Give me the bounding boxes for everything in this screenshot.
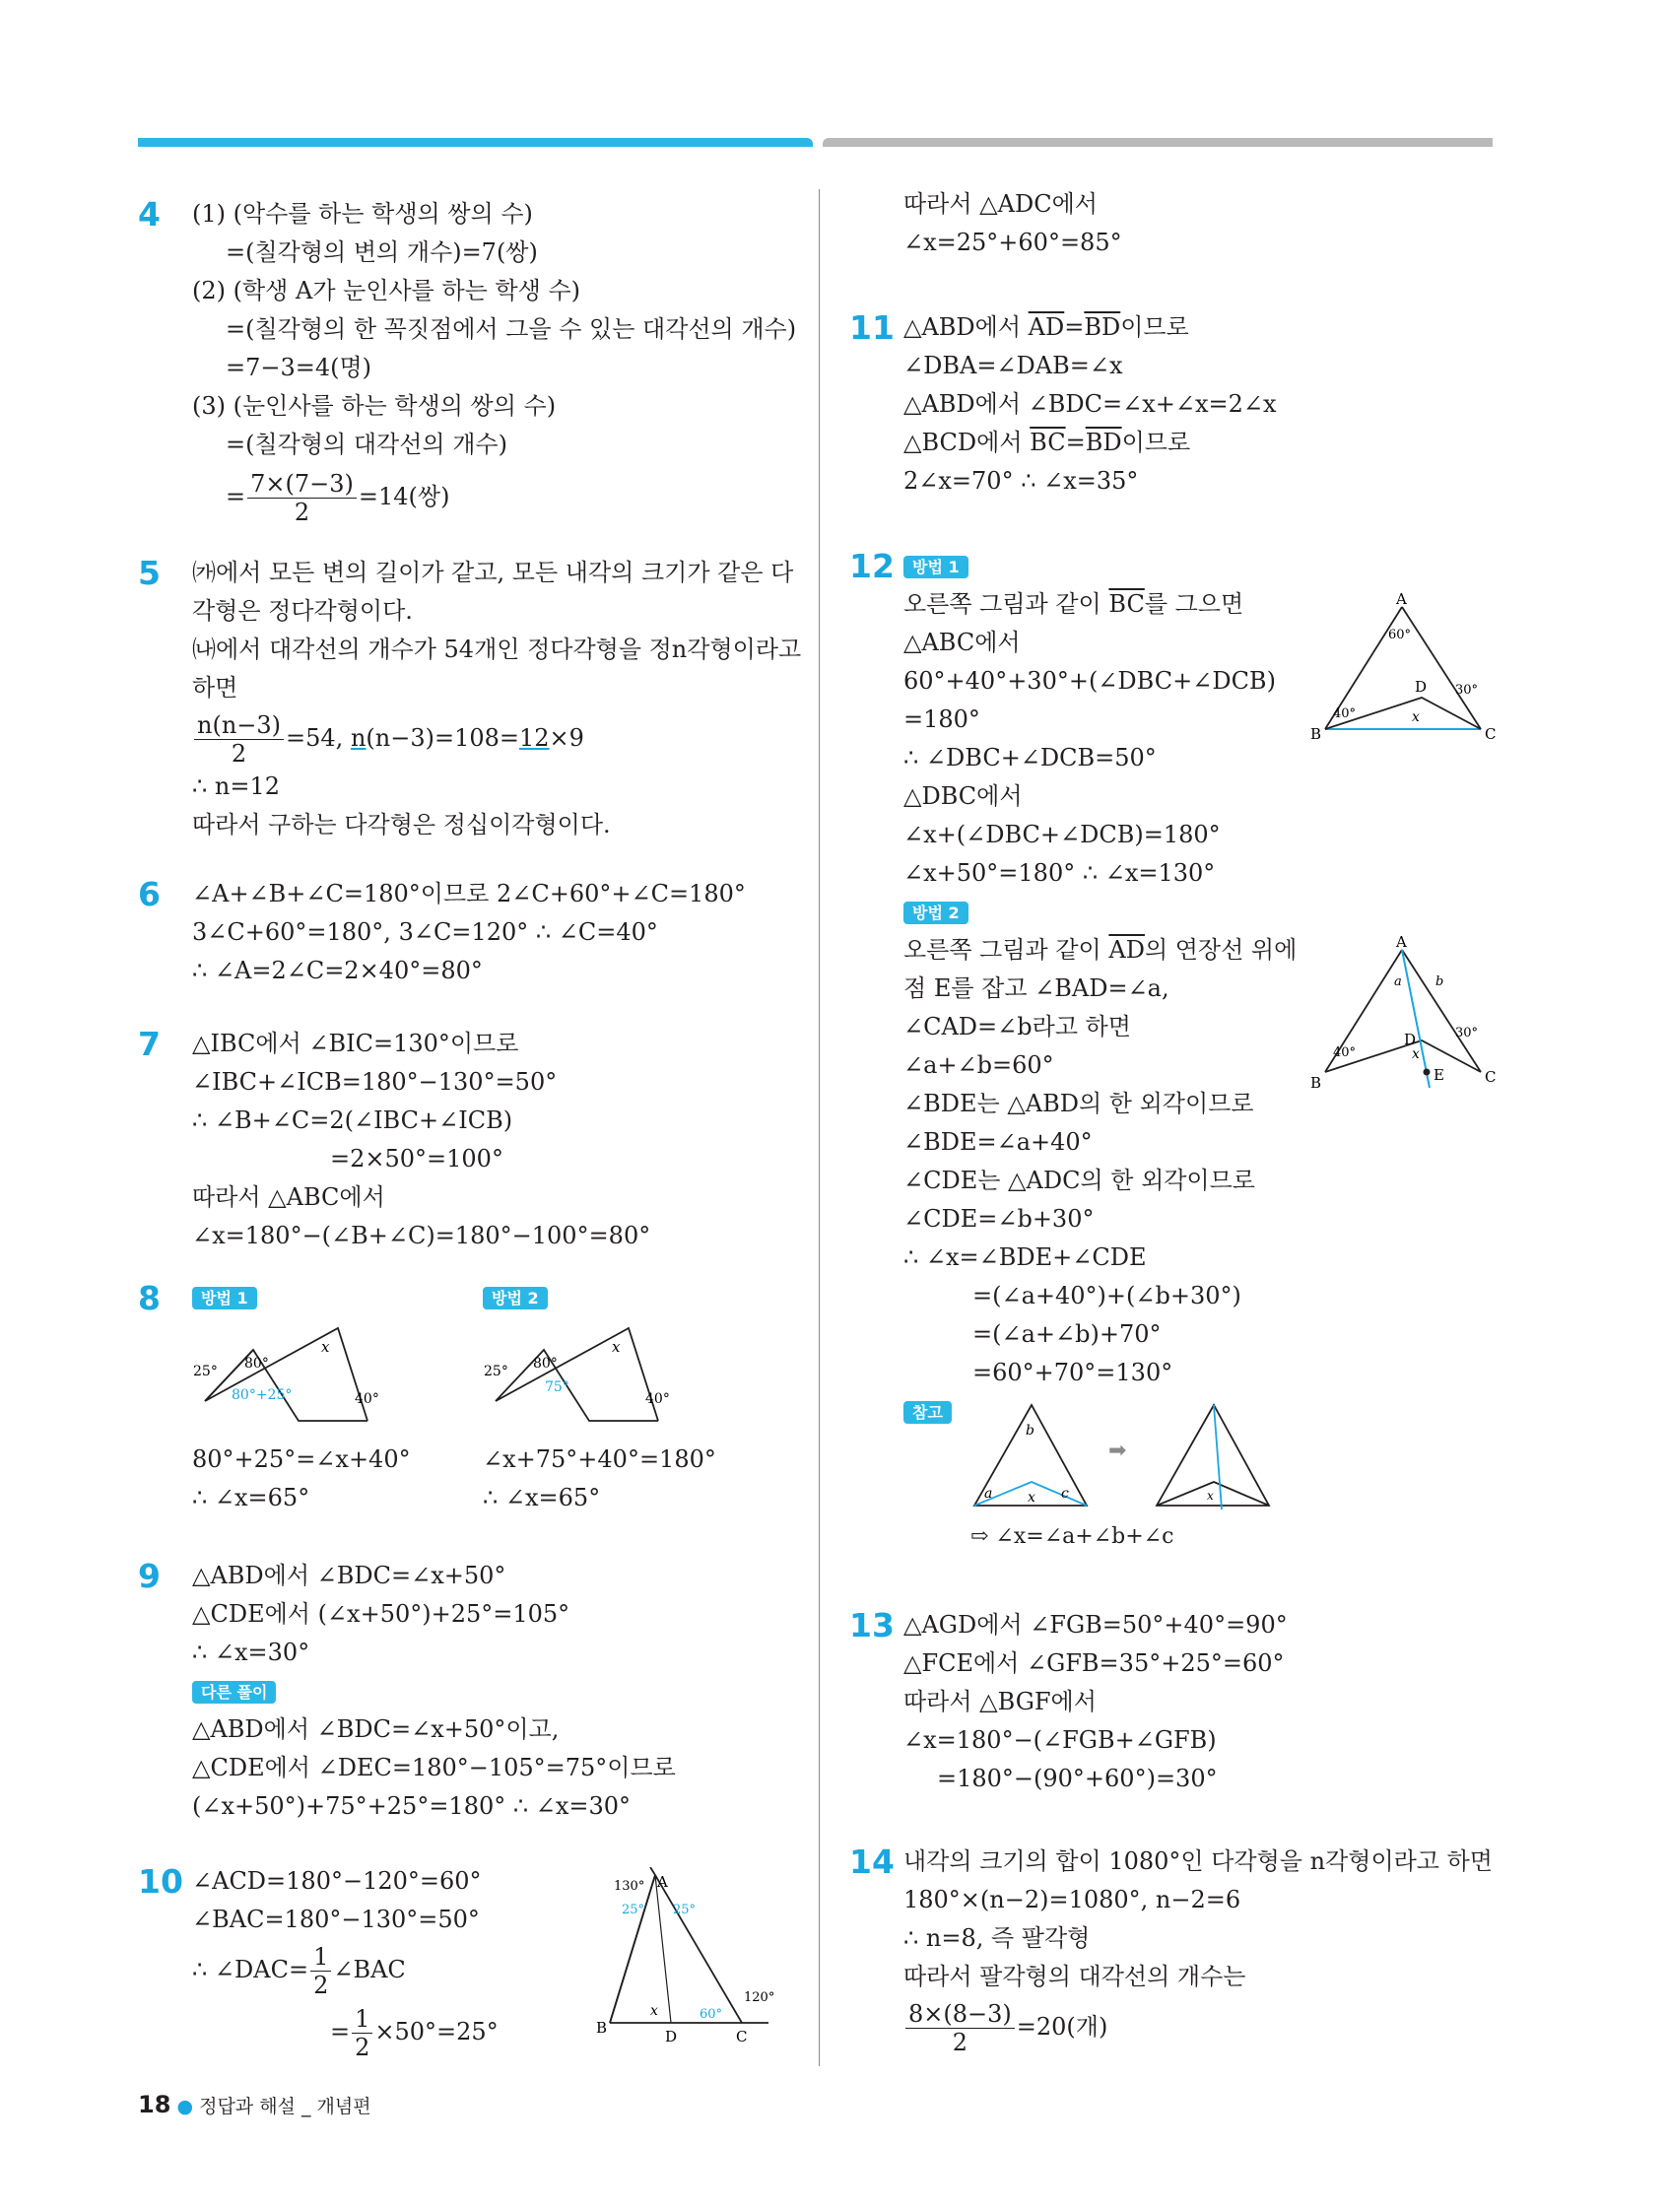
- text-span: =54,: [286, 724, 351, 752]
- text-span: 이므로: [1121, 429, 1191, 456]
- method-2-badge: [903, 893, 1297, 931]
- vertex-label: B: [1310, 1074, 1322, 1092]
- vertex-label: C: [1485, 1068, 1497, 1086]
- problem-13-solution: [903, 1606, 1288, 1798]
- angle-label: 120°: [744, 1990, 775, 2005]
- text-line: 3∠C+60°=180°, 3∠C=120° ∴ ∠C=40°: [192, 918, 658, 946]
- badge-label: 방법 2: [483, 1287, 548, 1309]
- text-line: △IBC에서 ∠BIC=130°이므로: [192, 1030, 519, 1057]
- text-span: 를 그으면: [1144, 590, 1244, 618]
- problem-9-number: 9: [138, 1557, 161, 1595]
- fraction-line: [192, 2005, 499, 2061]
- problem-10-solution: [192, 1862, 499, 2061]
- text-line: ∠x+75°+40°=180°: [483, 1445, 716, 1473]
- text-line: ㈏에서 대각선의 개수가 54개인 정다각형을 정n각형이라고: [192, 636, 802, 663]
- text-span: 의 연장선 위에: [1144, 936, 1298, 964]
- text-line: 180°×(n−2)=1080°, n−2=6: [903, 1886, 1241, 1913]
- angle-label: 75°: [545, 1379, 569, 1395]
- text-line: ∠x=180°−(∠FGB+∠GFB): [903, 1726, 1217, 1754]
- angle-label: a: [984, 1486, 993, 1502]
- text-line: ∠CDE는 △ADC의 한 외각이므로: [903, 1167, 1255, 1194]
- figure-line: [205, 1350, 367, 1421]
- text-line: 따라서 △ADC에서: [903, 190, 1098, 218]
- text-line: 따라서 팔각형의 대각선의 개수는: [903, 1963, 1246, 1990]
- text-line: △AGD에서 ∠FGB=50°+40°=90°: [903, 1611, 1288, 1639]
- reference-figure-1: [970, 1399, 1089, 1512]
- text-line: (3) (눈인사를 하는 학생의 쌍의 수): [192, 392, 557, 420]
- text-line: ∠IBC+∠ICB=180°−130°=50°: [192, 1068, 558, 1096]
- problem-6-number: 6: [138, 875, 161, 913]
- badge-label: 참고: [903, 1401, 952, 1424]
- denominator: 2: [231, 740, 247, 768]
- text-line: △ABD에서 ∠BDC=∠x+∠x=2∠x: [903, 390, 1277, 418]
- problem-8-solution-2: [483, 1441, 716, 1517]
- angle-label: x: [1412, 709, 1420, 725]
- vertex-label: D: [665, 2028, 678, 2045]
- text-line: =7−3=4(명): [226, 354, 372, 381]
- problem-12-figure-1: [1305, 591, 1502, 744]
- text-span: △BCD에서: [903, 429, 1031, 456]
- denominator: 2: [313, 1972, 329, 1999]
- angle-label: 130°: [614, 1879, 645, 1894]
- text-line: ∠BDE=∠a+40°: [903, 1128, 1093, 1156]
- bullet-icon: ●: [176, 2096, 194, 2117]
- text-line: ∴ ∠B+∠C=2(∠IBC+∠ICB): [192, 1106, 513, 1134]
- segment-ad-label: $\overline{AD}$: [1028, 313, 1065, 341]
- badge-label: 다른 풀이: [192, 1681, 276, 1704]
- angle-label: x: [612, 1338, 621, 1356]
- vertex-label: A: [657, 1873, 668, 1891]
- text-line: ∠a+∠b=60°: [903, 1051, 1054, 1079]
- text-line: △ABC에서: [903, 629, 1021, 656]
- vertex-label: C: [1485, 725, 1497, 743]
- point-e: [1424, 1069, 1431, 1076]
- text-line: △FCE에서 ∠GFB=35°+25°=60°: [903, 1649, 1285, 1677]
- problem-8-number: 8: [138, 1279, 161, 1317]
- angle-label: 25°: [193, 1364, 218, 1379]
- badge-label: 방법 1: [903, 556, 968, 578]
- text-line: =(칠각형의 한 꼭짓점에서 그을 수 있는 대각선의 개수): [226, 315, 797, 343]
- text-line: ∴ ∠x=65°: [192, 1484, 310, 1511]
- vertex-label: A: [1396, 934, 1407, 951]
- text-line: 60°+40°+30°+(∠DBC+∠DCB): [903, 667, 1276, 695]
- problem-11-solution: [903, 308, 1277, 501]
- text-span: ∴ ∠DAC=: [192, 1956, 309, 1983]
- problem-10-continued: [903, 185, 1122, 262]
- fraction-line: [903, 2000, 1493, 2056]
- text-span: =14(쌍): [358, 483, 450, 510]
- text-line: ∴ ∠x=30°: [192, 1639, 310, 1666]
- underlined-12: 12: [519, 724, 550, 752]
- method-1-badge: [903, 547, 1297, 585]
- text-line: ∠x+50°=180° ∴ ∠x=130°: [903, 859, 1216, 887]
- badge-label: 방법 2: [903, 902, 968, 924]
- angle-label: 30°: [1455, 683, 1479, 698]
- text-line: 80°+25°=∠x+40°: [192, 1445, 411, 1473]
- side-ab: [610, 1875, 655, 2023]
- problem-10-figure: [596, 1867, 783, 2049]
- arrow-right-icon: ➡: [1108, 1439, 1127, 1463]
- text-line: ∠BDE는 △ABD의 한 외각이므로: [903, 1090, 1254, 1117]
- badge-label: 방법 1: [192, 1287, 257, 1309]
- text-line: ∠x=180°−(∠B+∠C)=180°−100°=80°: [192, 1222, 651, 1249]
- text-line: =2×50°=100°: [330, 1145, 503, 1173]
- numerator: 1: [310, 1943, 331, 1972]
- problem-13-number: 13: [849, 1606, 895, 1644]
- problem-4-number: 4: [138, 195, 161, 234]
- underlined-n: n: [350, 724, 367, 752]
- text-line: ∠x+(∠DBC+∠DCB)=180°: [903, 821, 1221, 848]
- text-line: 내각의 크기의 합이 1080°인 다각형을 n각형이라고 하면: [903, 1847, 1493, 1875]
- fraction-line: [192, 470, 796, 526]
- angle-label: 40°: [645, 1391, 670, 1407]
- angle-label: 40°: [1333, 706, 1357, 721]
- text-line: 따라서 구하는 다각형은 정십이각형이다.: [192, 811, 611, 838]
- text-line: ∠x=25°+60°=85°: [903, 229, 1122, 256]
- extension-line: [650, 1867, 655, 1875]
- fraction: [310, 1943, 331, 1999]
- text-line: △ABD에서 ∠BDC=∠x+50°: [192, 1562, 506, 1589]
- angle-label: 25°: [622, 1903, 645, 1917]
- fraction: [905, 2000, 1015, 2056]
- text-span: △ABD에서: [903, 313, 1029, 341]
- problem-10-number: 10: [138, 1862, 183, 1901]
- angle-label: x: [1207, 1489, 1214, 1503]
- problem-12-number: 12: [849, 547, 895, 585]
- text-line: 따라서 △ABC에서: [192, 1183, 385, 1211]
- problem-4-solution: [192, 195, 796, 526]
- text-line: 따라서 △BGF에서: [903, 1688, 1097, 1715]
- problem-5-solution: [192, 554, 801, 844]
- segment-bc-label: $\overline{BC}$: [1108, 590, 1145, 618]
- angle-label: 80°+25°: [232, 1387, 293, 1403]
- problem-8-figure-1: [187, 1310, 404, 1434]
- footer-title: 정답과 해설 _ 개념편: [199, 2096, 371, 2117]
- problem-14-solution: [903, 1843, 1493, 2056]
- fraction-line: [192, 1943, 499, 1999]
- vertex-label: A: [1396, 591, 1407, 608]
- text-line: [903, 585, 1297, 624]
- numerator: n(n−3): [194, 711, 284, 740]
- vertex-label: D: [1404, 1031, 1417, 1048]
- text-span: 오른쪽 그림과 같이: [903, 936, 1109, 964]
- text-span: =: [1064, 313, 1085, 341]
- alt-solution-badge: [192, 1672, 676, 1710]
- segment-bd-label: $\overline{BD}$: [1084, 313, 1121, 341]
- text-line: ∠BAC=180°−130°=50°: [192, 1906, 480, 1933]
- denominator: 2: [294, 499, 310, 526]
- text-line: =(칠각형의 대각선의 개수): [226, 431, 507, 458]
- text-line: △ABD에서 ∠BDC=∠x+50°이고,: [192, 1715, 560, 1743]
- problem-7-solution: [192, 1025, 650, 1255]
- text-span: 이므로: [1120, 313, 1189, 341]
- angle-label: 80°: [533, 1356, 558, 1372]
- problem-11-number: 11: [849, 308, 895, 347]
- angle-label: 40°: [1333, 1045, 1357, 1060]
- numerator: 7×(7−3): [247, 470, 357, 499]
- vertex-label: C: [736, 2028, 748, 2045]
- problem-6-solution: [192, 875, 746, 990]
- text-span: =: [226, 483, 246, 510]
- angle-label: x: [1412, 1046, 1420, 1062]
- numerator: 8×(8−3): [905, 2000, 1015, 2029]
- angle-label: c: [1061, 1486, 1069, 1502]
- fraction: [247, 470, 357, 526]
- vertex-label: D: [1415, 678, 1428, 696]
- angle-label: x: [650, 2003, 658, 2019]
- figure-line: [496, 1350, 658, 1421]
- text-span: (n−3)=108=: [366, 724, 519, 752]
- text-line: ∴ ∠DBC+∠DCB=50°: [903, 744, 1157, 771]
- text-line: =180°−(90°+60°)=30°: [937, 1765, 1218, 1792]
- text-line: ⇨ ∠x=∠a+∠b+∠c: [970, 1524, 1174, 1549]
- vertex-label: E: [1434, 1066, 1444, 1084]
- text-line: (1) (악수를 하는 학생의 쌍의 수): [192, 200, 533, 228]
- text-line: ∴ ∠x=∠BDE+∠CDE: [903, 1243, 1147, 1271]
- segment-bc-label: $\overline{BC}$: [1030, 429, 1066, 456]
- angle-label: 80°: [244, 1356, 269, 1372]
- text-line: =(∠a+40°)+(∠b+30°): [972, 1282, 1241, 1309]
- angle-label: x: [1028, 1490, 1035, 1506]
- text-line: ∠CDE=∠b+30°: [903, 1205, 1095, 1233]
- angle-label: 60°: [1388, 628, 1412, 642]
- text-line: 각형은 정다각형이다.: [192, 597, 413, 625]
- method-1-badge: [192, 1287, 257, 1309]
- problem-8-figure-2: [478, 1310, 695, 1434]
- text-span: 오른쪽 그림과 같이: [903, 590, 1109, 618]
- page-footer: [138, 2091, 371, 2118]
- header-bar-blue: [138, 138, 813, 147]
- problem-9-solution: [192, 1557, 676, 1826]
- extension-line: [1214, 1405, 1222, 1509]
- text-line: ∴ n=8, 즉 팔각형: [903, 1924, 1091, 1952]
- text-line: ∠DBA=∠DAB=∠x: [903, 352, 1123, 379]
- text-span: =: [1065, 429, 1086, 456]
- text-span: =: [330, 2018, 351, 2045]
- fraction-line: [192, 711, 801, 768]
- angle-label: a: [1394, 974, 1402, 989]
- text-line: (∠x+50°)+75°+25°=180° ∴ ∠x=30°: [192, 1792, 632, 1820]
- fraction: [194, 711, 284, 768]
- angle-label: 60°: [700, 2007, 723, 2022]
- angle-label: 25°: [484, 1364, 508, 1379]
- text-line: [903, 308, 1277, 347]
- text-span: ∠BAC: [333, 1956, 406, 1983]
- problem-8-solution-1: [192, 1441, 411, 1517]
- text-line: 점 E를 잡고 ∠BAD=∠a,: [903, 974, 1169, 1002]
- text-line: ∴ ∠A=2∠C=2×40°=80°: [192, 957, 483, 984]
- text-line: ∠ACD=180°−120°=60°: [192, 1867, 482, 1895]
- text-line: ∴ ∠x=65°: [483, 1484, 601, 1511]
- text-line: ∠CAD=∠b라고 하면: [903, 1013, 1131, 1040]
- angle-label: 30°: [1455, 1026, 1479, 1040]
- fraction: [352, 2005, 372, 2061]
- angle-label: b: [1435, 974, 1444, 989]
- denominator: 2: [355, 2034, 370, 2061]
- page-number: 18: [138, 2091, 171, 2118]
- reference-caption: [970, 1517, 1173, 1556]
- text-line: (2) (학생 A가 눈인사를 하는 학생 수): [192, 277, 581, 304]
- problem-12-figure-2: [1305, 934, 1502, 1092]
- angle-label: b: [1026, 1423, 1034, 1439]
- vertex-label: B: [596, 2019, 608, 2037]
- problem-5-number: 5: [138, 554, 161, 592]
- text-line: =180°: [903, 705, 980, 733]
- problem-12-solution: [903, 547, 1297, 1431]
- header-bar-gray: [823, 138, 1493, 147]
- angle-label: 40°: [355, 1391, 379, 1407]
- denominator: 2: [952, 2029, 968, 2056]
- segment-bd-label: $\overline{BD}$: [1085, 429, 1122, 456]
- text-line: [903, 424, 1277, 462]
- text-span: =20(개): [1016, 2013, 1108, 2041]
- text-line: ㈎에서 모든 변의 길이가 같고, 모든 내각의 크기가 같은 다: [192, 559, 794, 586]
- angle-label: 25°: [673, 1903, 697, 1917]
- text-span: ×9: [549, 724, 584, 752]
- reference-figure-2: [1153, 1399, 1271, 1512]
- text-line: △DBC에서: [903, 782, 1023, 810]
- text-line: 2∠x=70° ∴ ∠x=35°: [903, 467, 1139, 495]
- segment-ad-label: $\overline{AD}$: [1108, 936, 1145, 964]
- text-line: =(칠각형의 변의 개수)=7(쌍): [226, 238, 538, 266]
- angle-label: x: [321, 1338, 330, 1356]
- text-line: ∴ n=12: [192, 772, 281, 800]
- vertex-label: B: [1310, 725, 1322, 743]
- text-line: 하면: [192, 674, 238, 702]
- method-2-badge: [483, 1287, 548, 1309]
- text-line: △CDE에서 ∠DEC=180°−105°=75°이므로: [192, 1754, 676, 1781]
- column-divider: [819, 189, 820, 2066]
- text-line: ∠A+∠B+∠C=180°이므로 2∠C+60°+∠C=180°: [192, 880, 746, 907]
- problem-7-number: 7: [138, 1025, 161, 1063]
- text-line: [903, 931, 1297, 970]
- text-line: △CDE에서 (∠x+50°)+25°=105°: [192, 1600, 570, 1628]
- problem-14-number: 14: [849, 1843, 895, 1881]
- numerator: 1: [352, 2005, 372, 2034]
- text-line: =(∠a+∠b)+70°: [972, 1320, 1162, 1348]
- text-span: ×50°=25°: [374, 2018, 499, 2045]
- text-line: =60°+70°=130°: [972, 1359, 1173, 1386]
